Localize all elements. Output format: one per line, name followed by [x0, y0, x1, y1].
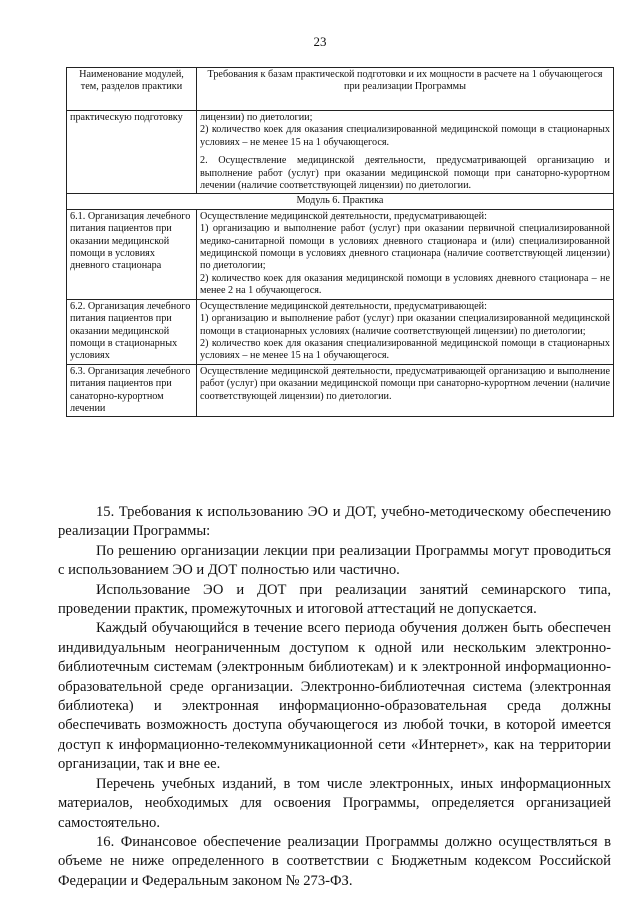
section-16-paragraph: 16. Финансовое обеспечение реализации Программы должно осуществляться в объеме не ниже определенного в соответствии с Бюджетным кодексом Российской Федерации и Федеральным законом № 273-ФЗ. — [58, 833, 611, 889]
body-text — [58, 503, 611, 891]
requirement-line: 2) количество коек для оказания медицинской помощи в условиях дневного стационара – не менее 2 на 1 обучающегося. — [200, 272, 610, 297]
requirement-line: 2. Осуществление медицинской деятельности, предусматривающей организацию и выполнение работ (услуг) при оказании медицинской помощи при санаторно-курортном лечении (наличие соответствующей лицензии) по диетологии. — [200, 155, 610, 192]
requirement-line: лицензии) по диетологии; — [200, 112, 313, 123]
table-row — [67, 209, 614, 299]
paragraph: Перечень учебных изданий, в том числе электронных, иных информационных материалов, необходимых для освоения Программы, определяется организацией самостоятельно. — [58, 775, 611, 831]
requirement-line: 2) количество коек для оказания специализированной медицинской помощи в стационарных условиях – не менее 15 на 1 обучающегося. — [200, 124, 610, 148]
practice-bases-table — [66, 67, 614, 417]
row-name: 6.3. Организация лечебного питания пациентов при санаторно-курортном лечении — [67, 364, 197, 417]
row-name: практическую подготовку — [67, 111, 197, 194]
row-name: 6.2. Организация лечебного питания пациентов при оказании медицинской помощи в стационарных условиях — [67, 299, 197, 364]
table-row — [67, 111, 614, 194]
paragraph: Использование ЭО и ДОТ при реализации занятий семинарского типа, проведении практик, промежуточных и итоговой аттестаций не допускается. — [58, 581, 611, 618]
table-header-row — [67, 68, 614, 111]
module-title: Модуль 6. Практика — [67, 194, 614, 209]
row-requirements — [197, 299, 614, 364]
module-title-row — [67, 194, 614, 209]
header-col-module: Наименование модулей, тем, разделов практики — [67, 68, 197, 111]
table-row — [67, 364, 614, 417]
paragraph: По решению организации лекции при реализации Программы могут проводиться с использованием ЭО и ДОТ полностью или частично. — [58, 542, 611, 579]
row-requirements — [197, 209, 614, 299]
row-requirements — [197, 111, 614, 194]
requirement-line: Осуществление медицинской деятельности, предусматривающей: — [200, 210, 487, 222]
requirement-line: 1) организацию и выполнение работ (услуг) при оказании специализированной медицинской помощи в стационарных условиях (наличие соответствующей лицензии) по диетологии; — [200, 313, 610, 337]
requirement-line: Осуществление медицинской деятельности, предусматривающей организацию и выполнение работ (услуг) при оказании медицинской помощи при санаторно-курортном лечении (наличие соответствующей лицензии) по диетологии. — [200, 365, 610, 402]
requirement-line: Осуществление медицинской деятельности, предусматривающей: — [200, 300, 487, 312]
table-row — [67, 299, 614, 364]
paragraph: Каждый обучающийся в течение всего периода обучения должен быть обеспечен индивидуальным неограниченным доступом к одной или нескольким электронно-библиотечным системам (электронным библиотекам) и к электронной информационно-образовательной среде организации. Электронно-библиотечная система (электронная библиотека) и электронная информационно-образовательная среда должны обеспечивать возможность доступа обучающегося из любой точки, в которой имеется доступ к информационно-телекоммуникационной сети «Интернет», как на территории организации, так и вне ее. — [58, 620, 611, 773]
row-name: 6.1. Организация лечебного питания пациентов при оказании медицинской помощи в условиях дневного стационара — [67, 209, 197, 299]
section-15-heading: 15. Требования к использованию ЭО и ДОТ, учебно-методическому обеспечению реализации Программы: — [58, 504, 611, 540]
requirement-line: 2) количество коек для оказания специализированной медицинской помощи в стационарных условиях – не менее 15 на 1 обучающегося. — [200, 337, 610, 362]
requirement-line: 1) организацию и выполнение работ (услуг) при оказании первичной специализированной медико-санитарной помощи в условиях дневного стационара и (или) специализированной медицинской помощи в условиях дневного стационара (наличие соответствующей лицензии) по диетологии; — [200, 223, 610, 272]
header-col-requirements: Требования к базам практической подготовки и их мощности в расчете на 1 обучающегося при реализации Программы — [197, 68, 614, 111]
page-number: 23 — [313, 34, 327, 49]
row-requirements — [197, 364, 614, 417]
